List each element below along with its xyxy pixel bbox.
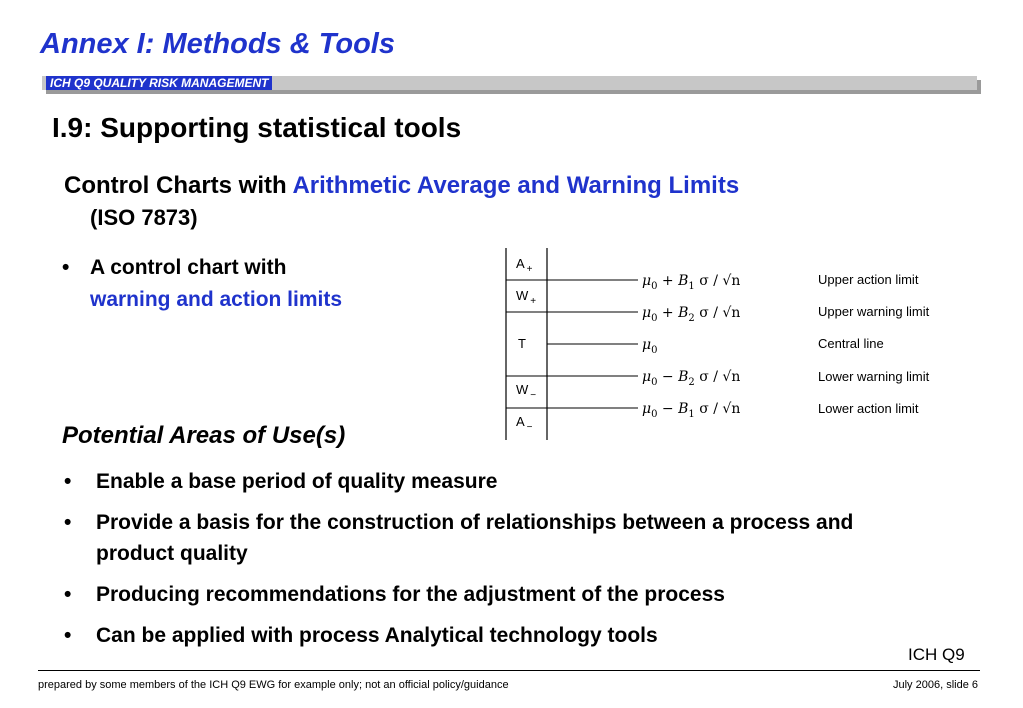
zone-label-upper-action: A $_+$ [516,256,533,275]
footer-divider [38,670,980,671]
bullet-line2: warning and action limits [90,288,343,311]
formula-upper-warning: $\mu_0 + B_2$ σ / √n [642,305,741,324]
slide-title: Annex I: Methods & Tools [40,28,395,60]
zone-label-target: T [518,336,526,351]
subheading-highlight: Arithmetic Average and Warning Limits [292,172,740,199]
section-heading: I.9: Supporting statistical tools [52,112,462,143]
limit-label-central: Central line [818,336,884,351]
banner-label: ICH Q9 QUALITY RISK MANAGEMENT [46,76,272,90]
limit-label-lower-warning: Lower warning limit [818,369,930,384]
list-item: • Enable a base period of quality measure [62,466,902,497]
ich-tag: ICH Q9 [908,645,965,664]
formula-lower-warning: $\mu_0 - B_2$ σ / √n [642,369,741,388]
zone-label-lower-action: A $_-$ [516,414,533,433]
limit-label-upper-warning: Upper warning limit [818,304,930,319]
footer-slide-info: July 2006, slide 6 [893,679,978,691]
limit-label-lower-action: Lower action limit [818,401,919,416]
subheading-iso: (ISO 7873) [90,205,198,230]
list-item: • Provide a basis for the construction of relationships between a process and product quality [62,507,902,569]
zone-label-upper-warning: W $_+$ [516,288,537,307]
list-item: • Can be applied with process Analytical technology tools [62,620,902,651]
section-subheading [64,170,964,234]
formula-central: $\mu_0$ [642,337,658,356]
chart-bullet [62,252,342,316]
bullet-dot: • [62,256,70,279]
control-chart-diagram [500,244,960,444]
use-list [62,466,902,661]
footer-disclaimer: prepared by some members of the ICH Q9 EWG for example only; not an official policy/guidance [38,679,509,691]
list-item: • Producing recommendations for the adjustment of the process [62,579,902,610]
formula-lower-action: $\mu_0 - B_1$ σ / √n [642,401,741,420]
subheading-prefix: Control Charts with [64,172,293,199]
zone-box [506,248,547,440]
areas-title: Potential Areas of Use(s) [62,422,346,449]
bullet-line1: A control chart with [90,256,287,279]
zone-label-lower-warning: W $_-$ [516,382,537,401]
formula-upper-action: $\mu_0 + B_1$ σ / √n [642,273,741,292]
limit-label-upper-action: Upper action limit [818,272,919,287]
